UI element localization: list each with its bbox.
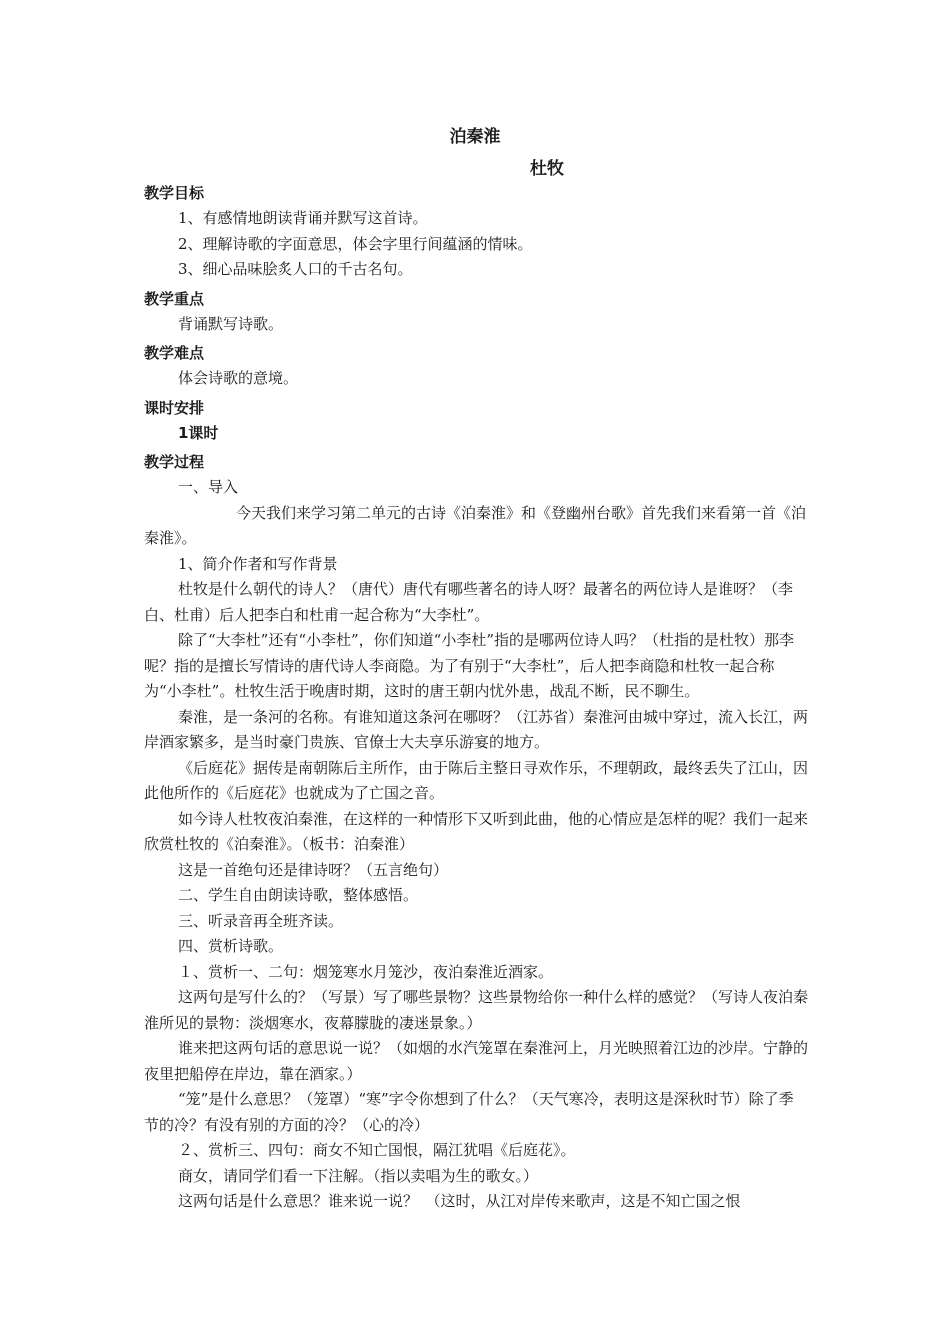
process-paragraph: 二、学生自由朗读诗歌，整体感悟。	[178, 886, 419, 904]
process-paragraph: 谁来把这两句话的意思说一说？（如烟的水汽笼罩在秦淮河上，月光映照着江边的沙岸。宁静的夜里把船停在岸边，靠在酒家。）	[144, 1039, 809, 1083]
heading-schedule: 课时安排	[144, 398, 205, 417]
document-title: 泊秦淮	[449, 127, 501, 147]
process-paragraph: 杜牧是什么朝代的诗人？（唐代）唐代有哪些著名的诗人呀？最著名的两位诗人是谁呀？（李白、杜甫）后人把李白和杜甫一起合称为“大李杜”。	[144, 580, 794, 624]
process-paragraph: 这是一首绝句还是律诗呀？（五言绝句）	[178, 860, 449, 879]
process-paragraph: “笼”是什么意思？（笼罩）“寒”字令你想到了什么？（天气寒冷，表明这是深秋时节）除了季节的冷？有没有别的方面的冷？（心的冷）	[144, 1090, 794, 1134]
process-paragraph: 1、简介作者和写作背景	[178, 554, 338, 573]
process-paragraph: 秦淮，是一条河的名称。有谁知道这条河在哪呀？（江苏省）秦淮河由城中穿过，流入长江，两岸酒家繁多，是当时豪门贵族、官僚士大夫享乐游宴的地方。	[144, 707, 809, 751]
heading-difficulty: 教学难点	[144, 344, 205, 362]
process-paragraph: 三、听录音再全班齐读。	[178, 911, 344, 930]
goal-item: 3、细心品味脍炙人口的千古名句。	[178, 260, 413, 278]
focus-text: 背诵默写诗歌。	[178, 314, 284, 333]
difficulty-text: 体会诗歌的意境。	[178, 369, 299, 387]
process-paragraph: 除了“大李杜”还有“小李杜”，你们知道“小李杜”指的是哪两位诗人吗？（杜指的是杜牧）那李呢？指的是擅长写情诗的唐代诗人李商隐。为了有别于“大李杜”，后人把李商隐和杜牧一起合称为“小李杜”。杜牧生活于晚唐时期，这时的唐王朝内忧外患，战乱不断，民不聊生。	[144, 631, 795, 700]
process-paragraph: 如今诗人杜牧夜泊秦淮，在这样的一种情形下又听到此曲，他的心情应是怎样的呢？我们一起来欣赏杜牧的《泊秦淮》。（板书：泊秦淮）	[144, 809, 809, 853]
document-body	[144, 180, 808, 1215]
goal-item: 2、理解诗歌的字面意思，体会字里行间蕴涵的情味。	[178, 234, 533, 253]
process-paragraph: 这两句话是什么意思？谁来说一说？ （这时，从江对岸传来歌声，这是不知亡国之恨	[178, 1192, 741, 1210]
schedule-text: 1课时	[178, 423, 219, 442]
process-paragraph: 四、赏析诗歌。	[178, 937, 284, 955]
goal-item: 1、有感情地朗读背诵并默写这首诗。	[178, 209, 428, 227]
document-author: 杜牧	[530, 159, 564, 179]
process-paragraph: 这两句是写什么的？（写景）写了哪些景物？这些景物给你一种什么样的感觉？（写诗人夜泊秦淮所见的景物：淡烟寒水，夜幕朦胧的凄迷景象。）	[144, 988, 809, 1032]
process-paragraph: 商女，请同学们看一下注解。（指以卖唱为生的歌女。）	[178, 1166, 539, 1185]
process-paragraph: １、赏析一、二句：烟笼寒水月笼沙，夜泊秦淮近酒家。	[178, 962, 554, 981]
process-paragraph: ２、赏析三、四句：商女不知亡国恨，隔江犹唱《后庭花》。	[178, 1141, 576, 1159]
heading-focus: 教学重点	[144, 289, 205, 308]
heading-goals: 教学目标	[144, 184, 205, 202]
process-paragraph: 一、导入	[178, 478, 239, 496]
process-paragraph: 今天我们来学习第二单元的古诗《泊秦淮》和《登幽州台歌》首先我们来看第一首《泊秦淮》。	[144, 503, 807, 547]
heading-process: 教学过程	[144, 453, 205, 471]
process-paragraph: 《后庭花》据传是南朝陈后主所作，由于陈后主整日寻欢作乐，不理朝政，最终丢失了江山，因此他所作的《后庭花》也就成为了亡国之音。	[144, 758, 809, 802]
